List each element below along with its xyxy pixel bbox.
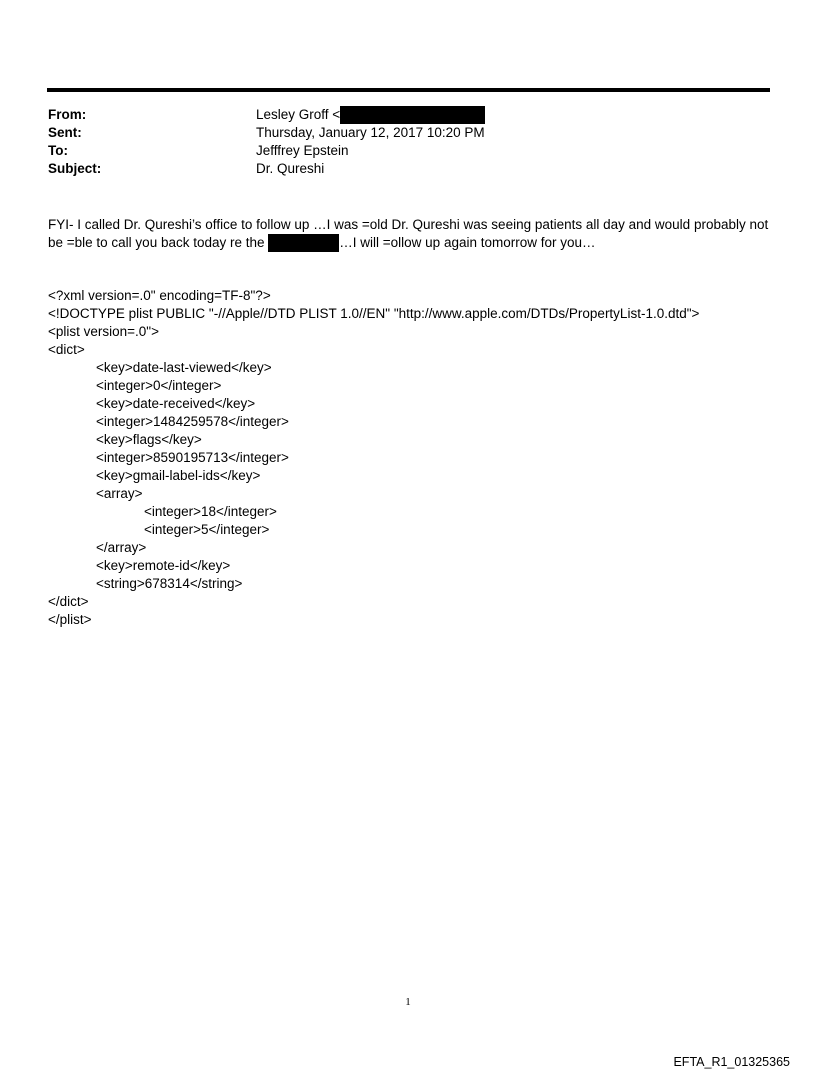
xml-line: <key>gmail-label-ids</key>	[96, 468, 261, 483]
from-label: From:	[48, 107, 87, 122]
xml-line: <key>remote-id</key>	[96, 558, 231, 573]
to-label: To:	[48, 143, 68, 158]
from-value: Lesley Groff <	[256, 107, 341, 122]
redaction-email	[340, 106, 485, 124]
xml-line: <key>date-last-viewed</key>	[96, 360, 272, 375]
plist-xml	[48, 287, 699, 629]
xml-line: <string>678314</string>	[96, 576, 243, 591]
body-line-1: FYI- I called Dr. Qureshi’s office to follow up …I was =old Dr. Qureshi was seeing patients all day and would probably not	[48, 217, 769, 232]
header-rule	[47, 88, 770, 92]
xml-line: </plist>	[48, 612, 92, 627]
xml-line: <integer>5</integer>	[144, 522, 270, 537]
to-value: Jefffrey Epstein	[256, 143, 349, 158]
bates-number: EFTA_R1_01325365	[673, 1055, 790, 1069]
xml-line: <key>flags</key>	[96, 432, 202, 447]
sent-value: Thursday, January 12, 2017 10:20 PM	[256, 125, 485, 140]
xml-line: </array>	[96, 540, 147, 555]
xml-line: <integer>8590195713</integer>	[96, 450, 289, 465]
page-number: 1	[405, 996, 411, 1008]
body-line-2	[48, 234, 778, 252]
xml-line: <?xml version=.0" encoding=TF-8"?>	[48, 288, 271, 303]
xml-line: <!DOCTYPE plist PUBLIC "-//Apple//DTD PLIST 1.0//EN" "http://www.apple.com/DTDs/PropertyList-1.0.dtd">	[48, 306, 700, 321]
xml-line: </dict>	[48, 594, 89, 609]
email-body	[48, 216, 778, 252]
body-line-2-start: be =ble to call you back today re the	[48, 235, 265, 250]
redaction-body	[268, 234, 339, 252]
subject-label: Subject:	[48, 161, 102, 176]
xml-line: <dict>	[48, 342, 85, 357]
xml-line: <integer>18</integer>	[144, 504, 277, 519]
xml-line: <integer>1484259578</integer>	[96, 414, 289, 429]
xml-line: <plist version=.0">	[48, 324, 159, 339]
body-line-2-end: …I will =ollow up again tomorrow for you…	[339, 235, 596, 250]
sent-label: Sent:	[48, 125, 82, 140]
subject-value: Dr. Qureshi	[256, 161, 325, 176]
xml-line: <array>	[96, 486, 143, 501]
xml-line: <integer>0</integer>	[96, 378, 222, 393]
xml-line: <key>date-received</key>	[96, 396, 256, 411]
